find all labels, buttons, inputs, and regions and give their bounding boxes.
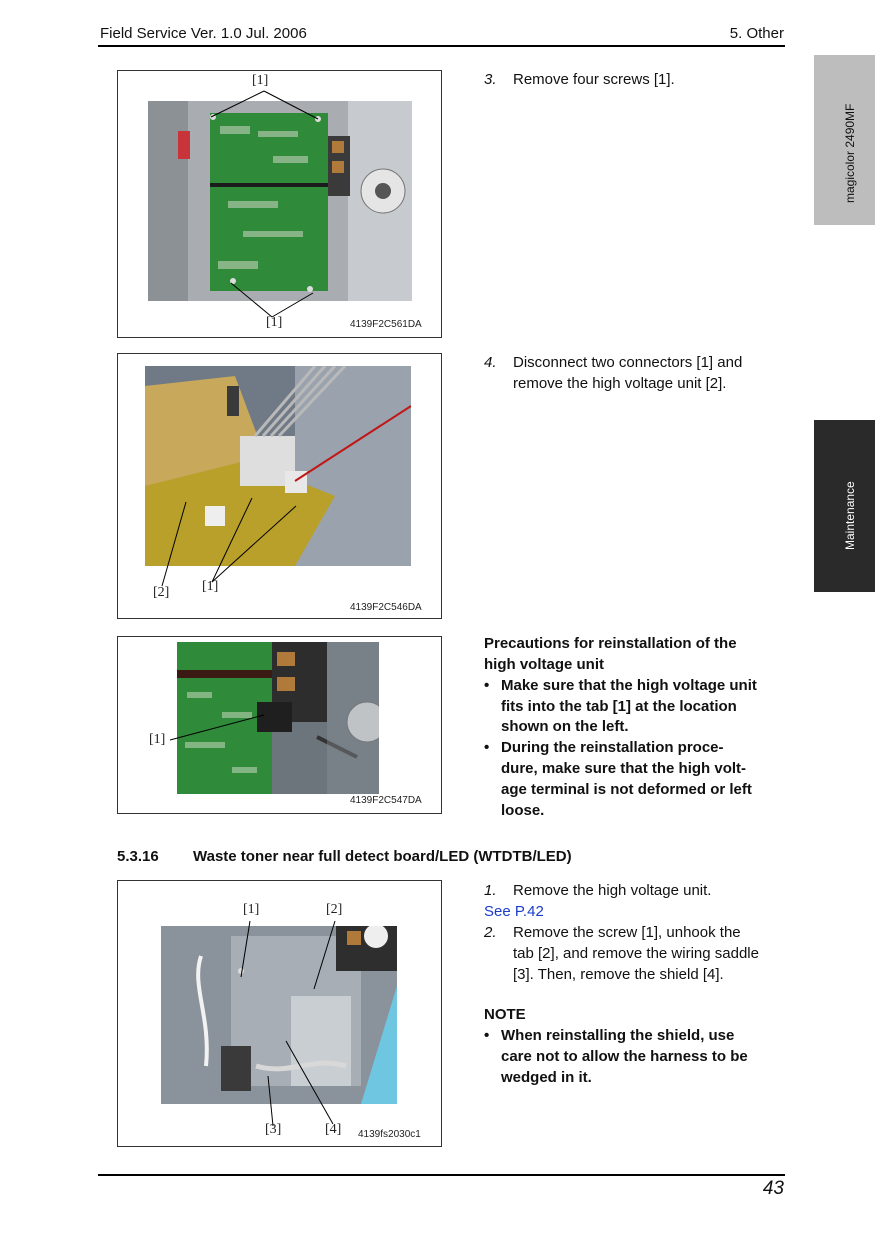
figure-4-callout-3: [3] <box>265 1122 282 1137</box>
figure-3-code: 4139F2C547DA <box>350 795 422 806</box>
precautions-bullet-2-line-2: dure, make sure that the high volt- <box>501 760 747 777</box>
header-left: Field Service Ver. 1.0 Jul. 2006 <box>100 25 307 42</box>
header-right: 5. Other <box>729 25 784 42</box>
figure-2-callout-unit: [2] <box>153 585 170 600</box>
step-4 <box>484 352 784 396</box>
section-title: Waste toner near full detect board/LED (WTDTB/LED) <box>193 848 572 865</box>
precautions-bullet-2-line-3: age terminal is not deformed or left <box>501 781 752 798</box>
figure-2-code: 4139F2C546DA <box>350 602 422 613</box>
model-tab <box>814 55 875 225</box>
figure-4-callout-1: [1] <box>243 902 260 917</box>
figure-4-code: 4139fs2030c1 <box>358 1129 421 1140</box>
page-number: 43 <box>762 1178 784 1199</box>
precautions-bullet-1-line-1: Make sure that the high voltage unit <box>501 677 757 694</box>
note-line-2: care not to allow the harness to be <box>501 1048 748 1065</box>
step-4-number: 4. <box>484 354 497 371</box>
figure-1-callout-top: [1] <box>252 73 269 88</box>
model-tab-label: magicolor 2490MF <box>843 103 857 203</box>
precautions-bullet-1-line-3: shown on the left. <box>501 718 629 735</box>
see-page-link[interactable]: See P.42 <box>484 903 544 920</box>
figure-3-callout: [1] <box>149 732 166 747</box>
step-b2-number: 2. <box>484 924 497 941</box>
note-bullet-marker: • <box>484 1027 490 1044</box>
step-4-text-line-2: remove the high voltage unit [2]. <box>513 375 727 392</box>
figure-2 <box>117 353 442 619</box>
figure-3-leaders <box>118 637 441 813</box>
section-number: 5.3.16 <box>117 848 159 865</box>
step-b2-text-line-1: Remove the screw [1], unhook the <box>513 924 741 941</box>
precautions-bullet-1-line-2: fits into the tab [1] at the location <box>501 698 737 715</box>
step-3-number: 3. <box>484 71 497 88</box>
figure-3 <box>117 636 442 814</box>
step-b1-text: Remove the high voltage unit. <box>513 882 712 899</box>
figure-4-leaders <box>118 881 441 1146</box>
figure-2-callout-connectors: [1] <box>202 579 219 594</box>
section-tab <box>814 420 875 592</box>
figure-4-callout-4: [4] <box>325 1122 342 1137</box>
step-3 <box>484 69 784 91</box>
figure-1-leaders <box>118 71 441 337</box>
step-b2 <box>484 922 784 986</box>
precautions-bullet-2-marker: • <box>484 739 490 756</box>
figure-1-callout-bottom: [1] <box>266 315 283 330</box>
note-line-3: wedged in it. <box>501 1069 592 1086</box>
figure-1-code: 4139F2C561DA <box>350 319 422 330</box>
figure-1 <box>117 70 442 338</box>
note-line-1: When reinstalling the shield, use <box>501 1027 735 1044</box>
step-3-text: Remove four screws [1]. <box>513 71 675 88</box>
footer-rule <box>98 1174 785 1176</box>
precautions-title-line-1: Precautions for reinstallation of the <box>484 635 737 652</box>
section-tab-label: Maintenance <box>843 481 857 550</box>
step-4-text-line-1: Disconnect two connectors [1] and <box>513 354 743 371</box>
precautions-bullet-2-line-1: During the reinstallation proce- <box>501 739 724 756</box>
note-title: NOTE <box>484 1006 526 1023</box>
precautions-title-line-2: high voltage unit <box>484 656 604 673</box>
figure-4 <box>117 880 442 1147</box>
step-b2-text-line-3: [3]. Then, remove the shield [4]. <box>513 966 724 983</box>
header-rule <box>98 45 785 47</box>
step-b2-text-line-2: tab [2], and remove the wiring saddle <box>513 945 759 962</box>
figure-2-leaders <box>118 354 441 618</box>
figure-4-callout-2: [2] <box>326 902 343 917</box>
step-b1-number: 1. <box>484 882 497 899</box>
precautions-bullet-1-marker: • <box>484 677 490 694</box>
precautions-bullet-2-line-4: loose. <box>501 802 545 819</box>
